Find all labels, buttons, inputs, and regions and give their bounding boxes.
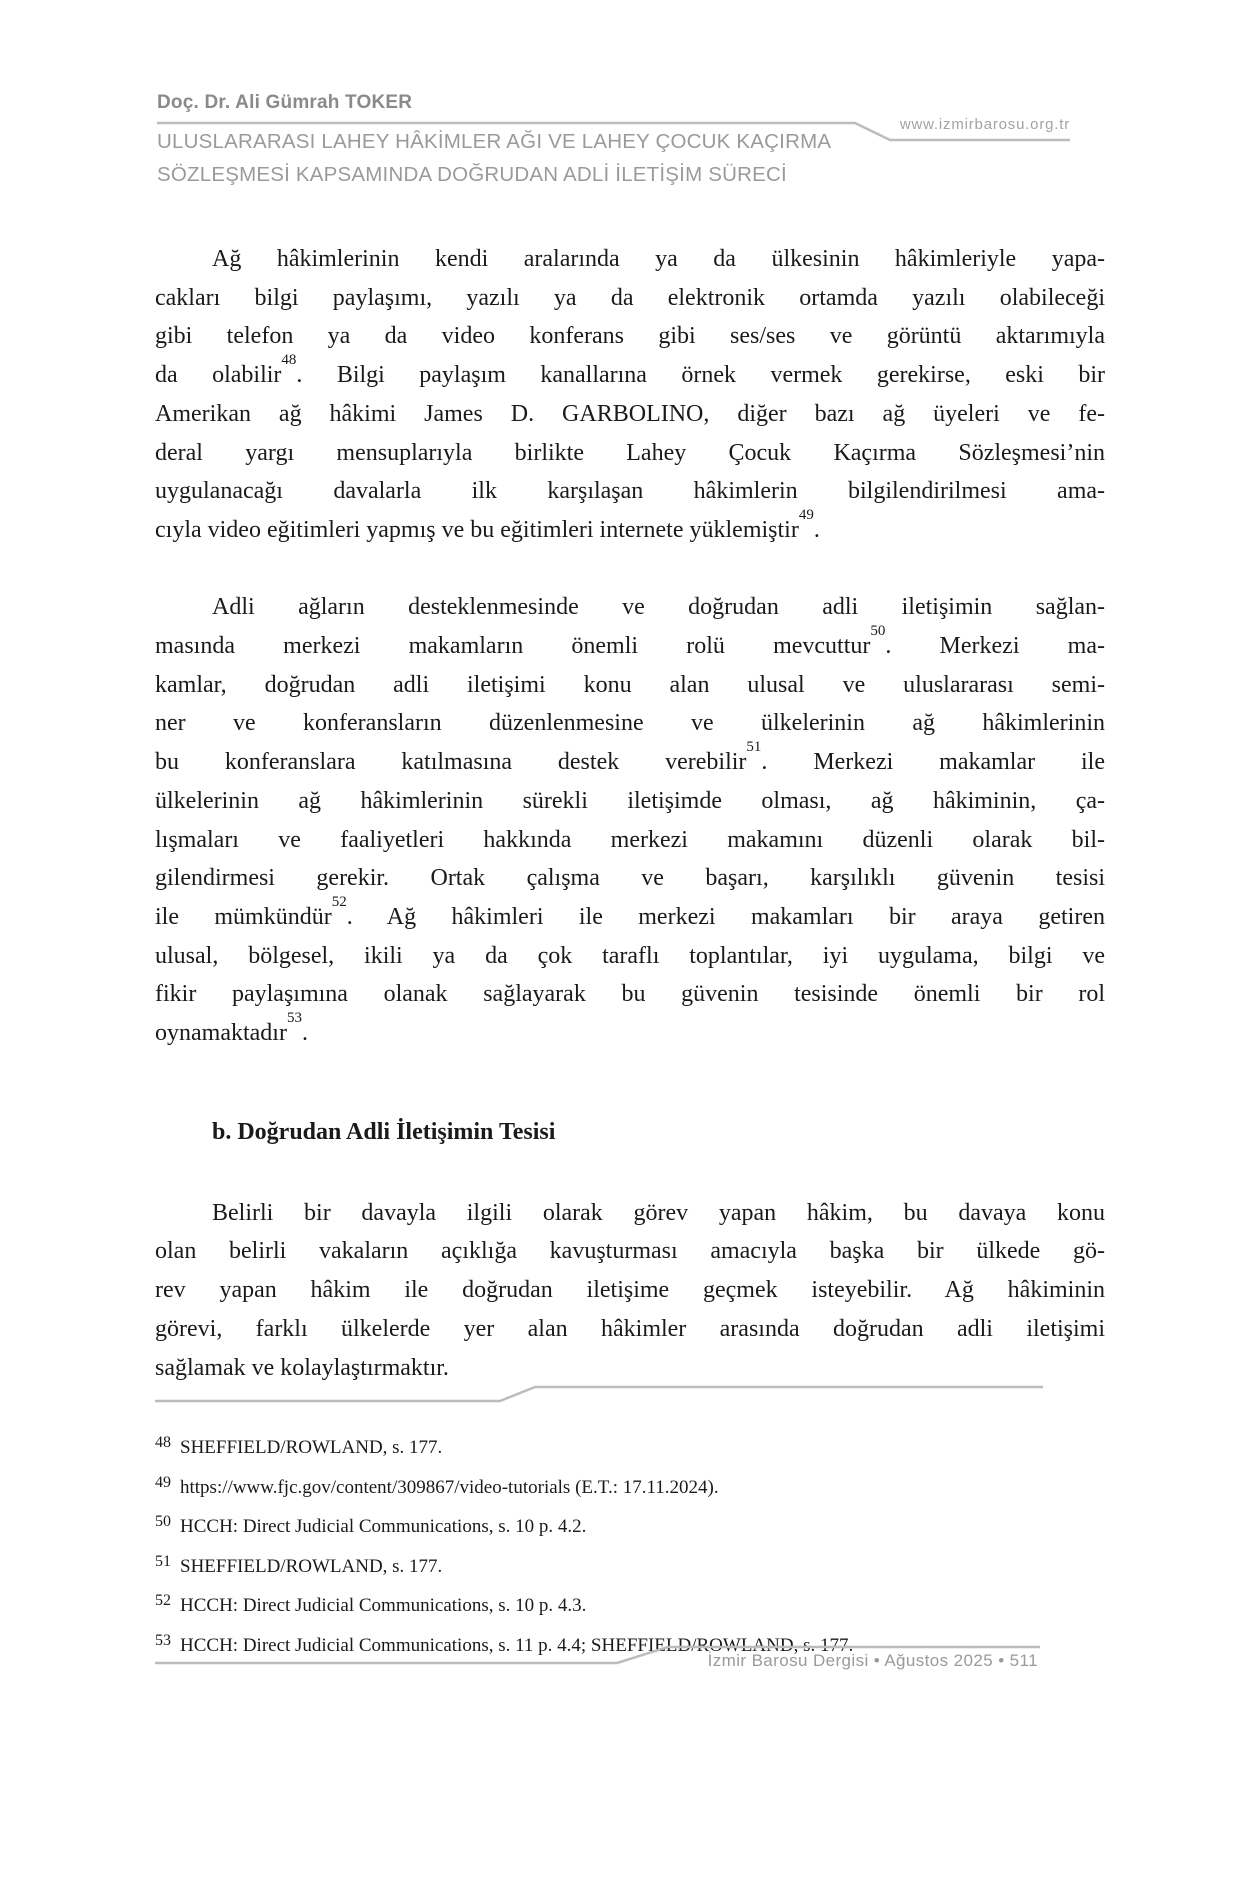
footnote-item	[155, 1548, 1105, 1588]
journal-footer: İzmir Barosu Dergisi • Ağustos 2025 • 511	[707, 1651, 1038, 1670]
footnote-item	[155, 1508, 1105, 1548]
author-name: Doç. Dr. Ali Gümrah TOKER	[157, 92, 413, 113]
text-line: masında merkezi makamların önemli rolü mevcuttur$^{50}$. Merkezi ma-	[155, 623, 1105, 660]
text-line: da olabilir$^{48}$. Bilgi paylaşım kanallarına örnek vermek gerekirse, eski bir	[155, 352, 1105, 389]
text-line: ulusal, bölgesel, ikili ya da çok taraflı toplantılar, iyi uygulama, bilgi ve	[155, 942, 1105, 969]
text-line: bu konferanslara katılmasına destek verebilir$^{51}$. Merkezi makamlar ile	[155, 739, 1105, 776]
footnote-number: 51	[155, 1552, 171, 1570]
website-url: www.izmirbarosu.org.tr	[899, 116, 1070, 133]
footnote-number: 48	[155, 1434, 171, 1451]
text-line: lışmaları ve faaliyetleri hakkında merkezi makamını düzenli olarak bil-	[155, 826, 1105, 853]
footnote-text: SHEFFIELD/ROWLAND, s. 177.	[180, 1437, 443, 1458]
section-heading: b. Doğrudan Adli İletişimin Tesisi	[212, 1118, 556, 1145]
footnote-reference: 52	[331, 893, 347, 910]
text-line: görevi, farklı ülkelerde yer alan hâkimler arasında doğrudan adli iletişimi	[155, 1315, 1105, 1342]
footnote-item	[155, 1587, 1105, 1627]
text-line: cıyla video eğitimleri yapmış ve bu eğitimleri internete yüklemiştir$^{49}$.	[155, 506, 820, 543]
text-line: ile mümkündür$^{52}$. Ağ hâkimleri ile merkezi makamları bir araya getiren	[155, 893, 1105, 930]
text-line: uygulanacağı davalarla ilk karşılaşan hâkimlerin bilgilendirilmesi ama-	[155, 478, 1105, 505]
footnote-text: HCCH: Direct Judicial Communications, s. 10 p. 4.2.	[180, 1516, 587, 1538]
text-line: oynamaktadır$^{53}$.	[155, 1010, 308, 1047]
footnote-reference: 50	[870, 623, 886, 640]
text-line: kamlar, doğrudan adli iletişimi konu alan ulusal ve uluslararası semi-	[155, 671, 1105, 698]
footnote-number: 50	[155, 1513, 171, 1531]
footnote-text: SHEFFIELD/ROWLAND, s. 177.	[180, 1555, 443, 1577]
footnote-number: 49	[155, 1473, 171, 1491]
text-line: cakları bilgi paylaşımı, yazılı ya da elektronik ortamda yazılı olabileceği	[155, 284, 1105, 311]
footnote-reference: 53	[286, 1010, 302, 1027]
text-line: rev yapan hâkim ile doğrudan iletişime geçmek isteyebilir. Ağ hâkiminin	[155, 1277, 1105, 1304]
paragraph	[155, 1194, 1105, 1388]
footnote-number: 53	[155, 1631, 171, 1649]
footnotes	[155, 1429, 1105, 1667]
footnote-text: https://www.fjc.gov/content/309867/video-tutorials (E.T.: 17.11.2024).	[180, 1476, 719, 1498]
footnote-reference: 51	[746, 739, 762, 756]
text-line: ner ve konferansların düzenlenmesine ve ülkelerinin ağ hâkimlerinin	[155, 710, 1105, 737]
text-line: deral yargı mensuplarıyla birlikte Lahey Çocuk Kaçırma Sözleşmesi’nin	[155, 439, 1105, 466]
paragraph	[155, 588, 1105, 1052]
text-line: fikir paylaşımına olanak sağlayarak bu güvenin tesisinde önemli bir rol	[155, 981, 1105, 1008]
text-line: Belirli bir davayla ilgili olarak görev yapan hâkim, bu davaya konu	[212, 1199, 1105, 1226]
text-line: gilendirmesi gerekir. Ortak çalışma ve başarı, karşılıklı güvenin tesisi	[155, 865, 1105, 892]
article-title-line2: SÖZLEŞMESİ KAPSAMINDA DOĞRUDAN ADLİ İLETİŞİM SÜRECİ	[157, 162, 787, 186]
text-line: Amerikan ağ hâkimi James D. GARBOLINO, diğer bazı ağ üyeleri ve fe-	[155, 400, 1105, 427]
footnote-reference: 49	[798, 506, 814, 523]
article-title	[157, 126, 957, 191]
article-title-line1: ULUSLARARASI LAHEY HÂKİMLER AĞI VE LAHEY ÇOCUK KAÇIRMA	[157, 130, 832, 153]
text-line: Adli ağların desteklenmesinde ve doğrudan adli iletişimin sağlan-	[212, 594, 1105, 621]
paragraph	[155, 240, 1105, 550]
article-body	[155, 240, 1105, 1426]
text-line: ülkelerinin ağ hâkimlerinin sürekli iletişimde olması, ağ hâkiminin, ça-	[155, 787, 1105, 814]
footnote-text: HCCH: Direct Judicial Communications, s. 11 p. 4.4; SHEFFIELD/ROWLAND, s. 177.	[180, 1634, 854, 1656]
footnote-text: HCCH: Direct Judicial Communications, s. 10 p. 4.3.	[180, 1595, 587, 1617]
footnote-item	[155, 1429, 1105, 1469]
footnote-item	[155, 1469, 1105, 1509]
text-line: olan belirli vakaların açıklığa kavuşturması amacıyla başka bir ülkede gö-	[155, 1238, 1105, 1265]
footnote-reference: 48	[281, 352, 297, 369]
text-line: Ağ hâkimlerinin kendi aralarında ya da ülkesinin hâkimleriyle yapa-	[212, 246, 1105, 272]
text-line: sağlamak ve kolaylaştırmaktır.	[155, 1354, 449, 1381]
footnote-number: 52	[155, 1592, 171, 1610]
text-line: gibi telefon ya da video konferans gibi ses/ses ve görüntü aktarımıyla	[155, 323, 1105, 350]
